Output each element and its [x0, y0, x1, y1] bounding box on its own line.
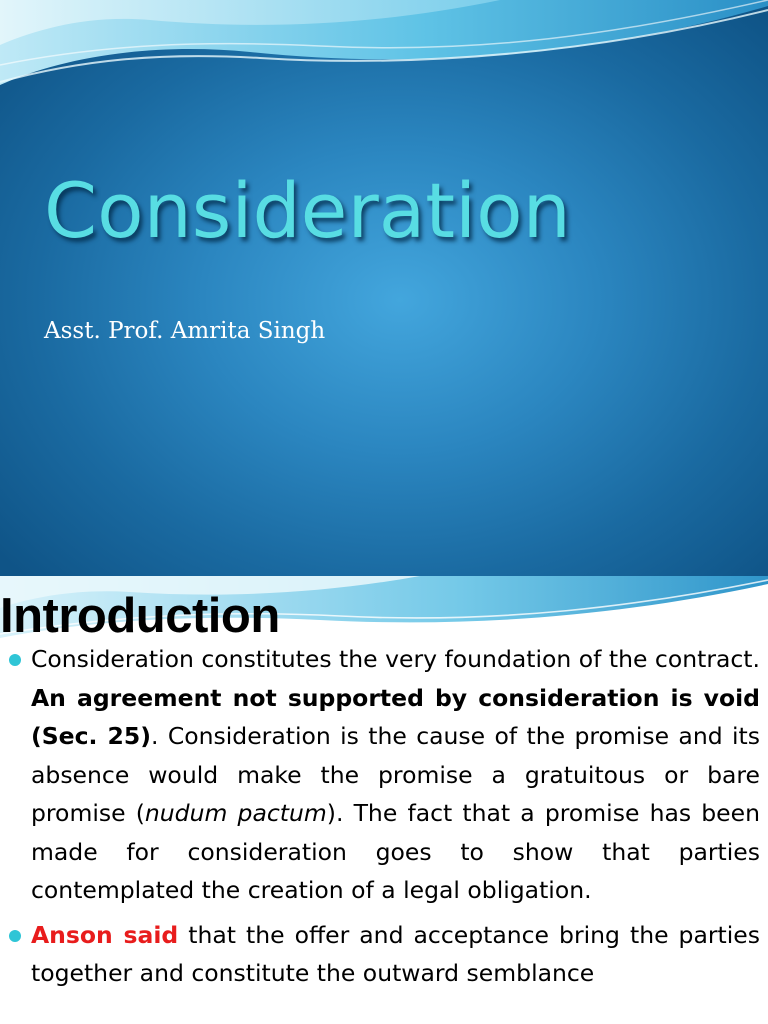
bullet-icon — [9, 930, 21, 942]
introduction-slide — [0, 576, 768, 1024]
bullet-item: Consideration constitutes the very foundation of the contract. An agreement not supported by consideration is void (Sec. 25). Consideration is the cause of the promise and its absence would make the promise a gratuitous or bare promise (nudum pactum). The fact that a promise has been made for consideration goes to show that parties contemplated the creation of a legal obligation. — [0, 640, 768, 910]
bullet-list — [0, 640, 768, 993]
bullet-icon — [9, 654, 21, 666]
slide-title: Introduction — [0, 589, 280, 643]
slide-subtitle: Asst. Prof. Amrita Singh — [44, 318, 326, 344]
bullet-item: Anson said that the offer and acceptance bring the parties together and constitute the outward semblance — [0, 916, 768, 993]
wave-decoration — [0, 0, 768, 100]
slide-title: Consideration — [44, 166, 571, 255]
